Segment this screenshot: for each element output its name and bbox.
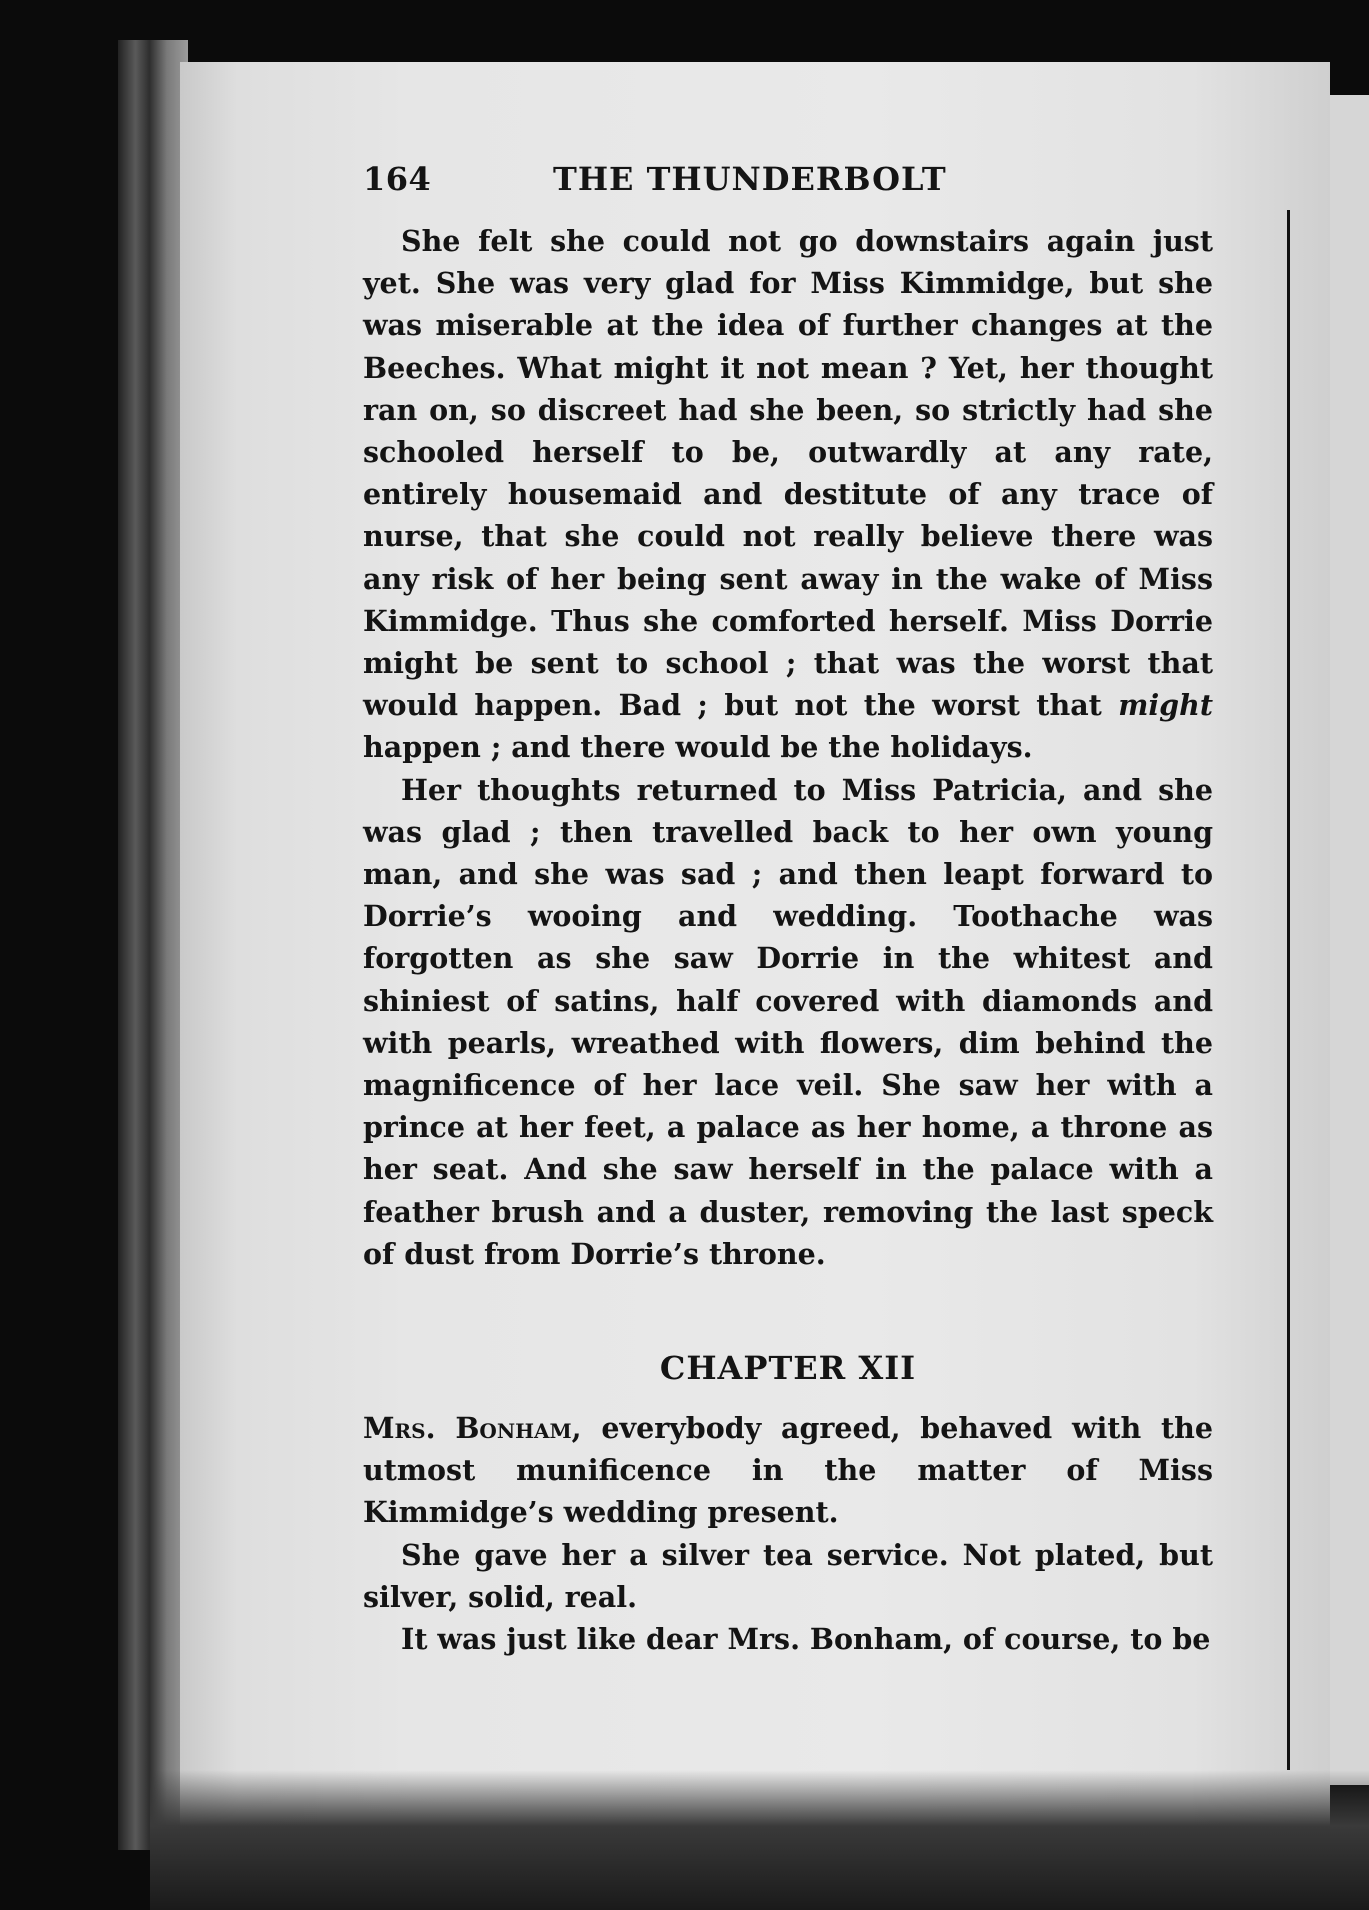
paragraph-1-part-1: She felt she could not go downstairs again just yet. She was very glad for Miss Kimmidge, but she was miserable at the idea of further changes at the Beeches. What might it not mean ? Yet, her thought ran on, so discreet had she been, so strictly had she schooled herself to be, outwardly at any rate, entirely housemaid and destitute of any trace of nurse, that she could not really believe there was any risk of her being sent away in the wake of Miss Kimmidge. Thus she comforted herself. Miss Dorrie might be sent to school ; that was the worst that would happen. Bad ; but not the worst that <box>363 224 1213 723</box>
chapter-title: CHAPTER XII <box>659 1349 917 1388</box>
paragraph-3 <box>363 1407 1213 1534</box>
paragraph-3-rest: everybody agreed, behaved with the utmost munificence in the matter of Miss Kimmidge’s wedding present. <box>363 1411 1213 1530</box>
paragraph-5: It was just like dear Mrs. Bonham, of course, to be <box>401 1622 1211 1657</box>
paragraph-2: Her thoughts returned to Miss Patricia, and she was glad ; then travelled back to her own young man, and she was sad ; and then leapt forward to Dorrie’s wooing and wedding. Toothache was forgotten as she saw Dorrie in the whitest and shiniest of satins, half covered with diamonds and with pearls, wreathed with flowers, dim behind the magnificence of her lace veil. She saw her with a prince at her feet, a palace as her home, a throne as her seat. And she saw herself in the palace with a feather brush and a duster, removing the last speck of dust from Dorrie’s throne. <box>363 772 1213 1271</box>
paragraph-4: She gave her a silver tea service. Not plated, but silver, solid, real. <box>363 1537 1213 1614</box>
paragraph-1 <box>363 220 1213 769</box>
facing-page-edge <box>1330 95 1369 1785</box>
page-text <box>363 160 1213 1660</box>
paragraph-1-part-2: happen ; and there would be the holidays. <box>363 730 1033 765</box>
page-gutter-line <box>1287 210 1290 1770</box>
paragraph-3-lead: Mrs. Bonham, <box>363 1411 582 1446</box>
book-binding <box>118 40 188 1850</box>
emphasis-might: might <box>1118 688 1213 723</box>
page-bottom-shadow <box>150 1770 1369 1910</box>
page-number: 164 <box>363 160 432 198</box>
running-title: THE THUNDERBOLT <box>553 160 947 198</box>
running-header <box>363 160 1213 220</box>
